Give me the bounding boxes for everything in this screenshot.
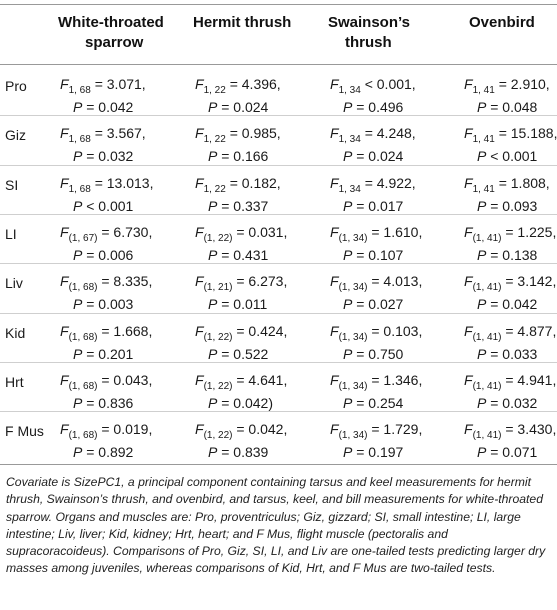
f-value: = 0.103, (367, 322, 423, 339)
degrees-of-freedom: 1, 41 (472, 183, 495, 195)
p-number: = 0.017 (352, 197, 404, 214)
f-value: < 0.001, (360, 76, 416, 92)
degrees-of-freedom: 1, 22 (203, 134, 226, 146)
p-symbol: P (208, 148, 218, 165)
f-value: = 0.043, (97, 371, 153, 388)
p-symbol: P (343, 148, 353, 165)
table-cell (330, 125, 416, 165)
f-symbol: F (195, 125, 204, 142)
degrees-of-freedom: 1, 22 (203, 85, 226, 96)
f-statistic (330, 323, 422, 346)
column-header-swainsons-thrush (328, 13, 410, 53)
table-cell (195, 273, 287, 313)
table-cell (60, 323, 152, 363)
p-number: = 0.107 (352, 246, 404, 263)
table-cell (195, 421, 287, 461)
table-cell (195, 224, 287, 264)
p-number: = 0.337 (217, 197, 269, 214)
p-number: = 0.138 (486, 246, 538, 263)
f-symbol: F (60, 322, 69, 339)
f-statistic (464, 125, 557, 148)
f-statistic (60, 421, 152, 444)
table-cell (330, 421, 422, 461)
f-symbol: F (464, 125, 473, 142)
f-statistic (330, 421, 422, 444)
p-value (464, 99, 550, 116)
degrees-of-freedom: 1, 34 (338, 85, 361, 96)
p-symbol: P (477, 197, 487, 214)
table-cell (195, 323, 287, 363)
p-value (330, 198, 416, 215)
f-value: = 2.910, (494, 76, 550, 92)
table-cell (60, 125, 146, 165)
degrees-of-freedom: (1, 68) (68, 282, 98, 294)
p-value (60, 444, 152, 461)
p-value (195, 444, 287, 461)
f-statistic (195, 421, 287, 444)
f-value: = 4.922, (360, 174, 416, 191)
table-cell (464, 175, 550, 215)
f-symbol: F (464, 174, 473, 191)
f-statistic (60, 323, 152, 346)
degrees-of-freedom: (1, 22) (203, 331, 233, 343)
p-value (330, 148, 416, 165)
f-statistic (464, 76, 550, 99)
f-value: = 8.335, (97, 273, 153, 290)
degrees-of-freedom: (1, 22) (203, 380, 233, 392)
degrees-of-freedom: (1, 22) (203, 430, 233, 442)
p-symbol: P (208, 296, 218, 313)
f-value: = 3.071, (90, 76, 146, 92)
table-cell (464, 273, 556, 313)
p-value (464, 148, 557, 165)
f-statistic (464, 175, 550, 198)
table-cell (195, 125, 281, 165)
f-symbol: F (464, 421, 473, 438)
f-symbol: F (60, 371, 69, 388)
f-value: = 4.013, (367, 273, 423, 290)
f-statistic (330, 372, 422, 395)
degrees-of-freedom: (1, 34) (338, 331, 368, 343)
p-number: < 0.001 (486, 148, 538, 165)
f-symbol: F (464, 223, 473, 240)
column-header-line: Swainson’s (328, 14, 410, 31)
f-statistic (464, 224, 556, 247)
f-statistic (195, 125, 281, 148)
p-number: = 0.024 (352, 148, 404, 165)
table-cell (330, 76, 416, 116)
p-number: = 0.042 (82, 99, 134, 115)
f-statistic (195, 323, 287, 346)
f-statistic (195, 224, 287, 247)
f-statistic (60, 224, 152, 247)
degrees-of-freedom: 1, 22 (203, 183, 226, 195)
f-value: = 1.346, (367, 371, 423, 388)
row-separator (0, 411, 557, 412)
p-number: = 0.750 (352, 345, 404, 362)
f-value: = 1.668, (97, 322, 153, 339)
table-cell (330, 372, 422, 412)
degrees-of-freedom: (1, 34) (338, 430, 368, 442)
p-value (464, 444, 556, 461)
table-bottom-rule (0, 464, 557, 465)
degrees-of-freedom: (1, 34) (338, 232, 368, 244)
f-statistic (195, 76, 281, 99)
p-value (60, 198, 153, 215)
table-cell (60, 175, 153, 215)
p-symbol: P (208, 99, 218, 115)
f-value: = 4.641, (232, 371, 288, 388)
f-symbol: F (330, 273, 339, 290)
p-number: = 0.042) (217, 394, 273, 411)
row-separator (0, 263, 557, 264)
f-value: = 15.188, (494, 125, 557, 142)
f-symbol: F (330, 174, 339, 191)
p-value (330, 346, 422, 363)
p-number: = 0.201 (82, 345, 134, 362)
f-value: = 1.808, (494, 174, 550, 191)
f-value: = 0.985, (225, 125, 281, 142)
f-symbol: F (464, 273, 473, 290)
f-statistic (60, 273, 152, 296)
f-symbol: F (330, 421, 339, 438)
p-number: = 0.048 (486, 99, 538, 115)
p-number: < 0.001 (82, 197, 134, 214)
f-value: = 3.567, (90, 125, 146, 142)
table-cell (464, 372, 556, 412)
p-symbol: P (343, 99, 353, 115)
row-separator (0, 214, 557, 215)
p-symbol: P (208, 246, 218, 263)
p-value (330, 99, 416, 116)
column-header-ovenbird (469, 13, 535, 33)
f-value: = 6.730, (97, 223, 153, 240)
p-value (195, 99, 281, 116)
f-statistic (330, 125, 416, 148)
table-cell (60, 224, 152, 264)
f-symbol: F (60, 223, 69, 240)
p-number: = 0.496 (352, 99, 404, 115)
p-number: = 0.011 (217, 296, 268, 313)
degrees-of-freedom: (1, 41) (472, 282, 502, 294)
row-separator (0, 313, 557, 314)
p-symbol: P (343, 444, 353, 461)
f-value: = 1.610, (367, 223, 423, 240)
f-symbol: F (464, 76, 473, 92)
p-number: = 0.071 (486, 444, 538, 461)
p-symbol: P (73, 197, 83, 214)
f-statistic (330, 76, 416, 99)
degrees-of-freedom: (1, 22) (203, 232, 233, 244)
p-number: = 0.032 (82, 148, 134, 165)
p-symbol: P (208, 394, 218, 411)
column-header-line: sparrow (85, 34, 144, 51)
degrees-of-freedom: 1, 68 (68, 183, 91, 195)
p-symbol: P (477, 99, 487, 115)
p-number: = 0.166 (217, 148, 269, 165)
degrees-of-freedom: (1, 34) (338, 282, 368, 294)
degrees-of-freedom: (1, 21) (203, 282, 233, 294)
p-symbol: P (477, 246, 487, 263)
p-number: = 0.093 (486, 197, 538, 214)
p-symbol: P (73, 246, 83, 263)
p-value (195, 346, 287, 363)
degrees-of-freedom: (1, 68) (68, 430, 98, 442)
p-symbol: P (477, 148, 487, 165)
p-value (464, 296, 556, 313)
row-separator (0, 362, 557, 363)
f-value: = 4.396, (225, 76, 281, 92)
table-cell (60, 372, 152, 412)
row-label: Pro (5, 78, 27, 94)
f-value: = 3.430, (501, 421, 557, 438)
p-symbol: P (73, 394, 83, 411)
p-number: = 0.254 (352, 394, 404, 411)
degrees-of-freedom: (1, 68) (68, 380, 98, 392)
row-separator (0, 165, 557, 166)
f-symbol: F (195, 273, 204, 290)
degrees-of-freedom: 1, 34 (338, 134, 361, 146)
degrees-of-freedom: (1, 34) (338, 380, 368, 392)
row-separator (0, 115, 557, 116)
f-symbol: F (330, 371, 339, 388)
row-label: LI (5, 225, 17, 242)
p-value (195, 395, 287, 412)
table-footnote: Covariate is SizePC1, a principal component containing tarsus and keel measurements for hermit thrush, Swainson’s thrush, and ovenbird, and tarsus, keel, and bill measurements for white-throated sparrow. Organs and muscles are: Pro, proventriculus; Giz, gizzard; SI, small intestine; LI, large intestine; Liv, liver; Kid, kidney; Hrt, heart; and F Mus, flight muscle (pectoralis and supracoracoideus). Comparisons of Pro, Giz, SI, LI, and Liv are one-tailed tests predicting larger dry masses among juveniles, whereas comparisons of Kid, Hrt, and F Mus are two-tailed tests. (6, 475, 546, 576)
p-symbol: P (477, 444, 487, 461)
p-number: = 0.024 (217, 99, 269, 115)
f-value: = 0.424, (232, 322, 288, 339)
table-cell (330, 175, 416, 215)
p-value (195, 247, 287, 264)
f-statistic (60, 175, 153, 198)
f-value: = 0.182, (225, 174, 281, 191)
degrees-of-freedom: (1, 68) (68, 331, 98, 343)
f-symbol: F (195, 223, 204, 240)
p-symbol: P (477, 394, 487, 411)
p-value (464, 395, 556, 412)
f-value: = 0.031, (232, 223, 288, 240)
row-label: F Mus (5, 423, 44, 440)
p-number: = 0.836 (82, 394, 134, 411)
f-value: = 13.013, (90, 174, 154, 191)
f-statistic (330, 224, 422, 247)
degrees-of-freedom: 1, 41 (472, 134, 495, 146)
p-number: = 0.042 (486, 296, 538, 313)
p-number: = 0.027 (352, 296, 404, 313)
p-symbol: P (73, 99, 83, 115)
p-value (464, 247, 556, 264)
f-symbol: F (60, 421, 69, 438)
degrees-of-freedom: 1, 68 (68, 134, 91, 146)
p-symbol: P (208, 444, 218, 461)
degrees-of-freedom: (1, 41) (472, 232, 502, 244)
table-cell (464, 224, 556, 264)
p-value (60, 148, 146, 165)
f-statistic (330, 273, 422, 296)
row-label: Giz (5, 127, 26, 144)
f-statistic (60, 76, 146, 99)
column-header-line: Hermit thrush (193, 14, 292, 31)
p-value (330, 247, 422, 264)
table-cell (195, 372, 287, 412)
f-value: = 4.877, (501, 322, 557, 339)
f-value: = 0.042, (232, 421, 288, 438)
f-symbol: F (330, 76, 339, 92)
p-value (464, 346, 556, 363)
table-cell (60, 273, 152, 313)
p-value (195, 296, 287, 313)
table-cell (60, 76, 146, 116)
f-symbol: F (60, 76, 69, 92)
p-number: = 0.032 (486, 394, 538, 411)
p-symbol: P (73, 345, 83, 362)
p-value (330, 296, 422, 313)
f-value: = 6.273, (232, 273, 288, 290)
f-symbol: F (464, 322, 473, 339)
p-number: = 0.197 (352, 444, 404, 461)
table-cell (60, 421, 152, 461)
row-label: Hrt (5, 373, 24, 390)
table-cell (464, 125, 557, 165)
table-cell (464, 323, 556, 363)
f-symbol: F (195, 421, 204, 438)
f-statistic (60, 125, 146, 148)
f-statistic (195, 175, 281, 198)
column-header-white-throated-sparrow (58, 13, 164, 53)
p-symbol: P (343, 246, 353, 263)
p-number: = 0.431 (217, 246, 269, 263)
f-symbol: F (195, 322, 204, 339)
f-symbol: F (464, 371, 473, 388)
table-header-rule (0, 64, 557, 65)
table-cell (330, 273, 422, 313)
p-value (330, 395, 422, 412)
f-statistic (60, 372, 152, 395)
f-statistic (195, 372, 287, 395)
f-symbol: F (330, 125, 339, 142)
p-number: = 0.892 (82, 444, 134, 461)
p-number: = 0.522 (217, 345, 269, 362)
f-value: = 1.225, (501, 223, 557, 240)
p-symbol: P (73, 148, 83, 165)
table-cell (330, 323, 422, 363)
table-cell (195, 76, 281, 116)
f-statistic (464, 273, 556, 296)
row-label: Kid (5, 324, 26, 341)
degrees-of-freedom: (1, 67) (68, 232, 98, 244)
table-cell (464, 421, 556, 461)
f-value: = 1.729, (367, 421, 423, 438)
p-number: = 0.006 (82, 246, 134, 263)
p-value (195, 148, 281, 165)
table-top-rule (0, 4, 557, 5)
f-value: = 3.142, (501, 273, 557, 290)
f-statistic (464, 372, 556, 395)
degrees-of-freedom: (1, 41) (472, 430, 502, 442)
f-symbol: F (330, 223, 339, 240)
p-value (60, 346, 152, 363)
p-value (195, 198, 281, 215)
p-number: = 0.003 (82, 296, 134, 313)
f-value: = 0.019, (97, 421, 153, 438)
p-symbol: P (73, 296, 83, 313)
f-statistic (464, 323, 556, 346)
degrees-of-freedom: 1, 34 (338, 183, 361, 195)
p-symbol: P (73, 444, 83, 461)
p-symbol: P (343, 345, 353, 362)
f-statistic (195, 273, 287, 296)
p-symbol: P (343, 197, 353, 214)
p-value (330, 444, 422, 461)
f-symbol: F (195, 76, 204, 92)
f-symbol: F (195, 371, 204, 388)
degrees-of-freedom: 1, 41 (472, 85, 495, 96)
p-symbol: P (477, 296, 487, 313)
column-header-line: White-throated (58, 14, 164, 31)
f-symbol: F (60, 125, 69, 142)
p-symbol: P (343, 296, 353, 313)
table-cell (464, 76, 550, 116)
p-number: = 0.839 (217, 444, 269, 461)
f-symbol: F (195, 174, 204, 191)
p-value (60, 99, 146, 116)
p-value (464, 198, 550, 215)
p-symbol: P (477, 345, 487, 362)
p-value (60, 247, 152, 264)
p-symbol: P (343, 394, 353, 411)
row-label: SI (5, 176, 19, 193)
column-header-line: Ovenbird (469, 14, 535, 31)
table-cell (330, 224, 422, 264)
degrees-of-freedom: 1, 68 (68, 85, 91, 96)
table-cell (195, 175, 281, 215)
p-number: = 0.033 (486, 345, 538, 362)
column-header-hermit-thrush (193, 13, 291, 33)
f-symbol: F (60, 174, 69, 191)
p-symbol: P (208, 345, 218, 362)
degrees-of-freedom: (1, 41) (472, 380, 502, 392)
p-value (60, 395, 152, 412)
f-symbol: F (60, 273, 69, 290)
f-symbol: F (330, 322, 339, 339)
f-value: = 4.941, (501, 371, 557, 388)
degrees-of-freedom: (1, 41) (472, 331, 502, 343)
f-value: = 4.248, (360, 125, 416, 142)
p-value (60, 296, 152, 313)
f-statistic (464, 421, 556, 444)
row-label: Liv (5, 275, 23, 292)
f-statistic (330, 175, 416, 198)
p-symbol: P (208, 197, 218, 214)
column-header-line: thrush (345, 34, 392, 51)
